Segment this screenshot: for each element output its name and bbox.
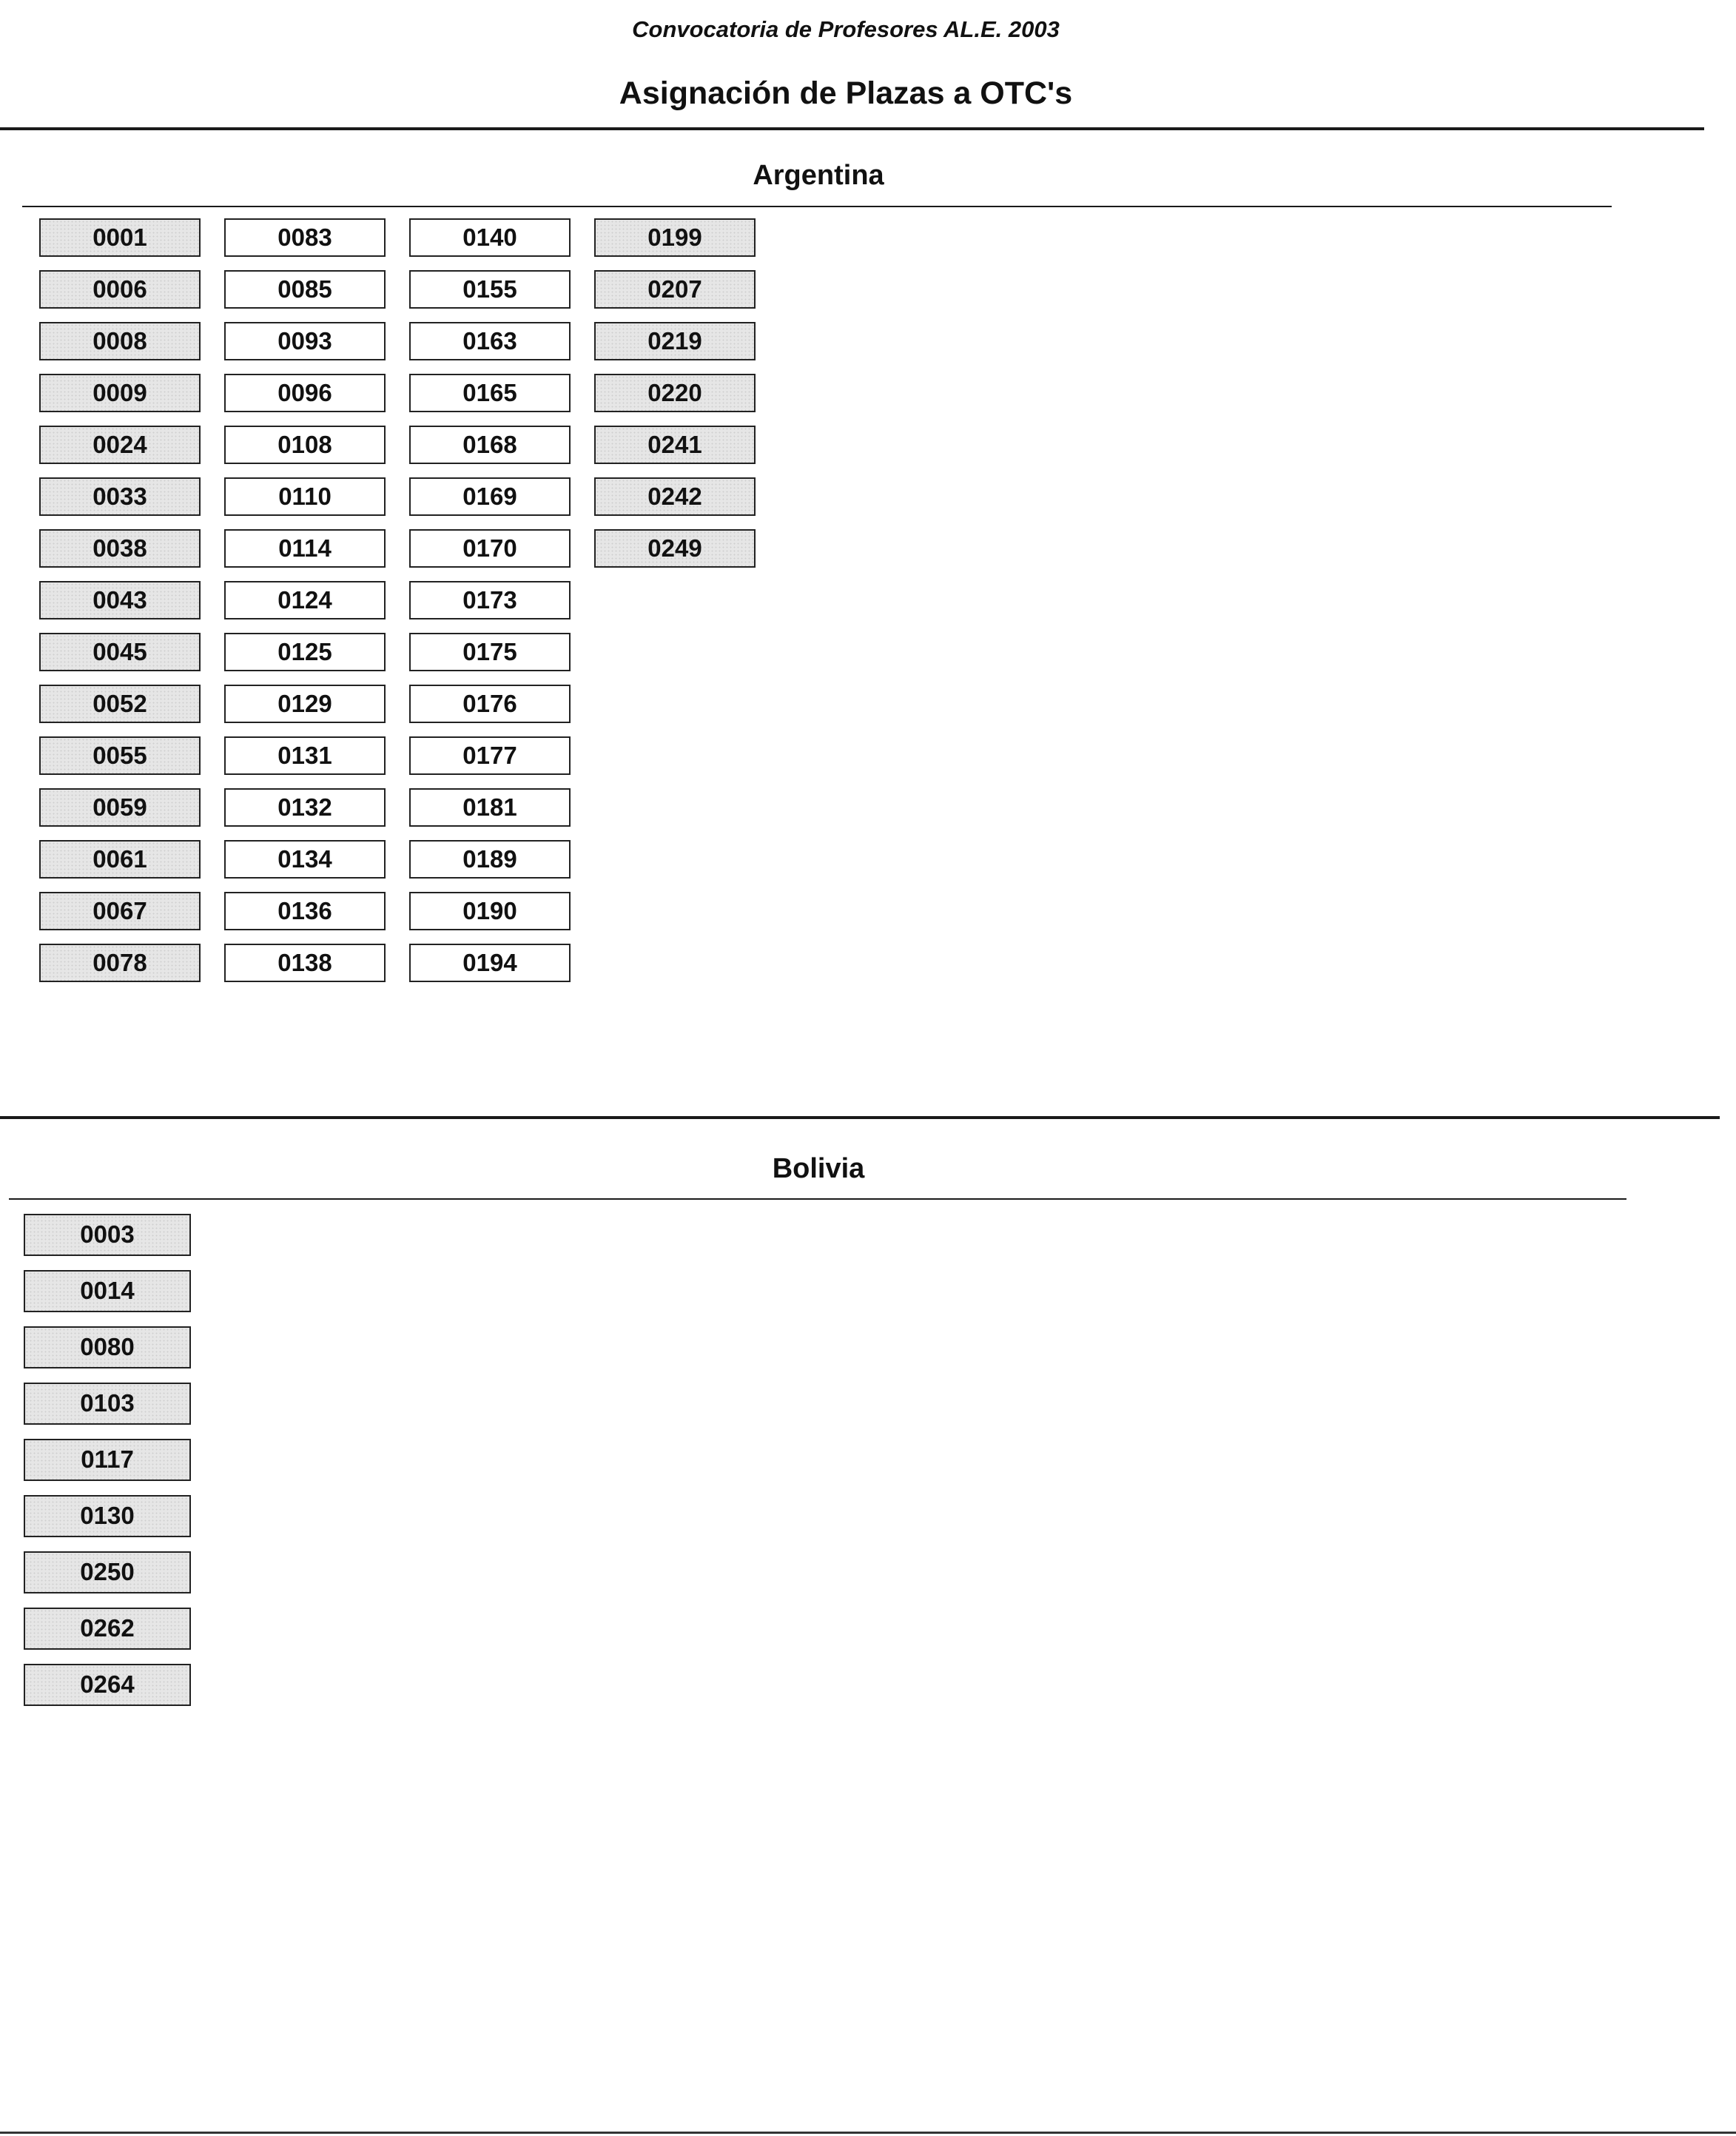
plaza-code-cell: 0170 [409,529,571,568]
plaza-code-cell: 0093 [224,322,386,360]
plaza-code-cell: 0129 [224,685,386,723]
plaza-code-cell: 0175 [409,633,571,671]
plaza-code-cell: 0080 [24,1326,191,1368]
plaza-grid-bolivia [24,1214,191,1706]
plaza-code-cell: 0181 [409,788,571,827]
plaza-code-cell: 0008 [39,322,201,360]
plaza-code-cell: 0125 [224,633,386,671]
plaza-code-cell: 0114 [224,529,386,568]
plaza-code-cell: 0055 [39,736,201,775]
page-bottom-edge [0,2132,1736,2134]
plaza-code-cell: 0190 [409,892,571,930]
plaza-code-cell: 0117 [24,1439,191,1481]
plaza-code-cell: 0165 [409,374,571,412]
plaza-code-cell: 0136 [224,892,386,930]
plaza-code-cell: 0130 [24,1495,191,1537]
plaza-code-cell: 0242 [594,477,756,516]
plaza-code-cell: 0169 [409,477,571,516]
document-title: Asignación de Plazas a OTC's [619,75,1073,111]
plaza-code-cell: 0024 [39,426,201,464]
plaza-code-cell: 0219 [594,322,756,360]
plaza-code-cell: 0138 [224,944,386,982]
plaza-code-cell: 0132 [224,788,386,827]
plaza-code-cell: 0043 [39,581,201,619]
plaza-code-cell: 0067 [39,892,201,930]
plaza-code-cell: 0250 [24,1551,191,1593]
title-divider [0,127,1704,130]
plaza-code-cell: 0207 [594,270,756,309]
plaza-code-cell: 0264 [24,1664,191,1706]
plaza-code-cell: 0163 [409,322,571,360]
plaza-code-cell: 0045 [39,633,201,671]
section-separator [0,1116,1720,1119]
plaza-code-cell: 0052 [39,685,201,723]
plaza-code-cell: 0220 [594,374,756,412]
plaza-code-cell: 0194 [409,944,571,982]
plaza-code-cell: 0199 [594,218,756,257]
plaza-code-cell: 0168 [409,426,571,464]
plaza-code-cell: 0241 [594,426,756,464]
plaza-code-cell: 0177 [409,736,571,775]
plaza-code-cell: 0033 [39,477,201,516]
plaza-code-cell: 0003 [24,1214,191,1256]
plaza-code-cell: 0134 [224,840,386,879]
plaza-code-cell: 0001 [39,218,201,257]
plaza-code-cell: 0083 [224,218,386,257]
section-title-bolivia: Bolivia [772,1153,865,1184]
plaza-code-cell: 0249 [594,529,756,568]
plaza-grid-argentina [39,218,756,982]
plaza-code-cell: 0173 [409,581,571,619]
section-divider-bolivia [9,1198,1626,1200]
plaza-code-cell: 0006 [39,270,201,309]
plaza-code-cell: 0124 [224,581,386,619]
plaza-code-cell: 0014 [24,1270,191,1312]
plaza-code-cell: 0108 [224,426,386,464]
plaza-code-cell: 0096 [224,374,386,412]
plaza-code-cell: 0038 [39,529,201,568]
plaza-code-cell: 0061 [39,840,201,879]
plaza-code-cell: 0103 [24,1383,191,1425]
plaza-code-cell: 0189 [409,840,571,879]
plaza-code-cell: 0262 [24,1608,191,1650]
plaza-code-cell: 0110 [224,477,386,516]
plaza-code-cell: 0140 [409,218,571,257]
plaza-code-cell: 0009 [39,374,201,412]
plaza-code-cell: 0131 [224,736,386,775]
document-subtitle: Convocatoria de Profesores AL.E. 2003 [632,16,1060,42]
section-title-argentina: Argentina [753,160,884,191]
plaza-code-cell: 0059 [39,788,201,827]
plaza-code-cell: 0078 [39,944,201,982]
plaza-code-cell: 0176 [409,685,571,723]
plaza-code-cell: 0085 [224,270,386,309]
section-divider-argentina [22,206,1612,207]
plaza-code-cell: 0155 [409,270,571,309]
